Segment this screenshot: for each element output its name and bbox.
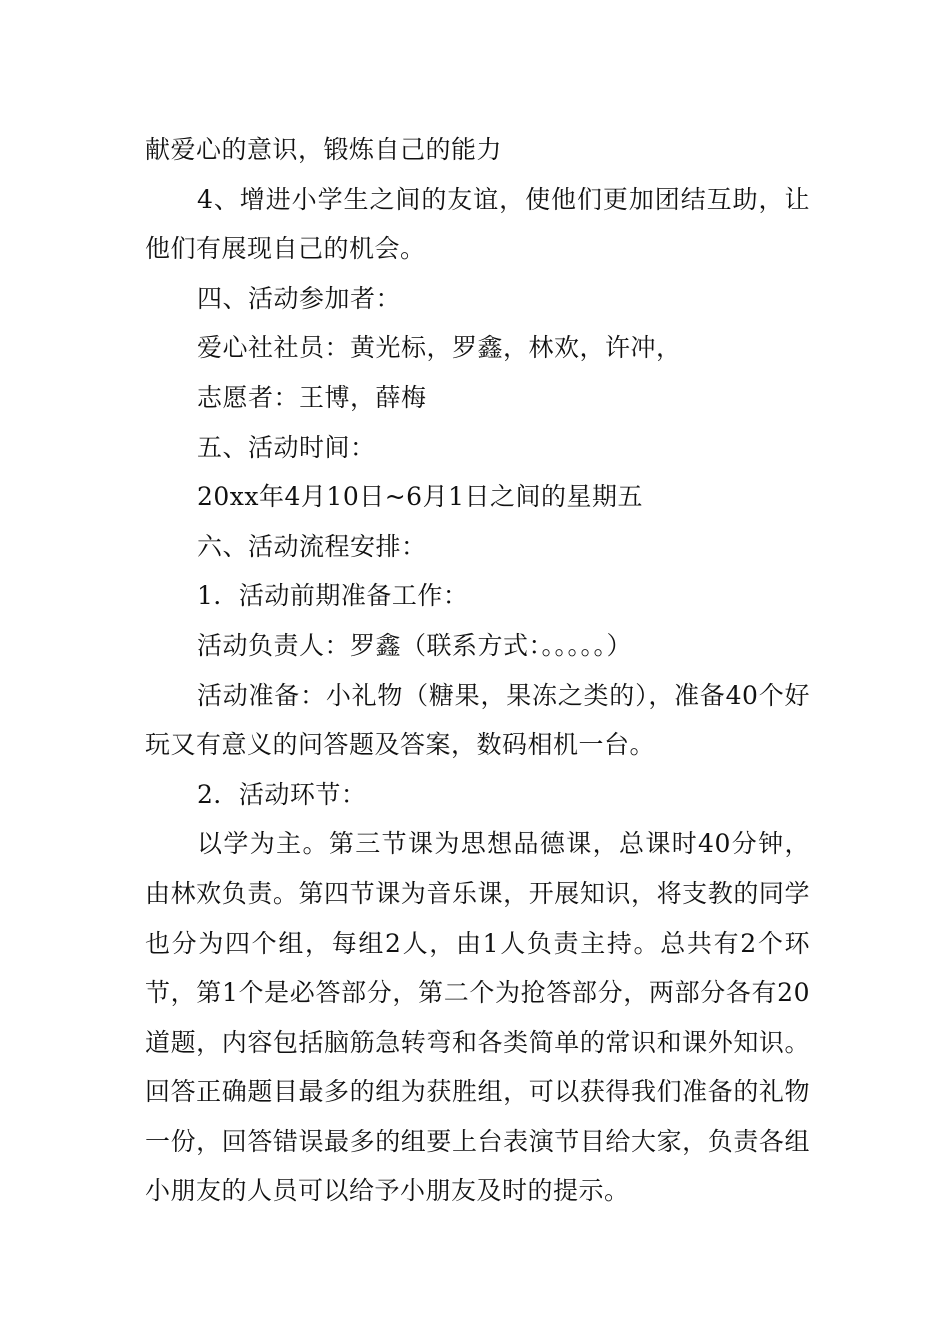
- section-heading-time: 五、活动时间：: [197, 432, 376, 462]
- paragraph-time: 20xx年4月10日~6月1日之间的星期五: [197, 482, 643, 512]
- paragraph-activity-details: 以学为主。第三节课为思想品德课，总课时40分钟，由林欢负责。第四节课为音乐课，开展知识，将支教的同学也分为四个组，每组2人，由1人负责主持。总共有2个环节，第1个是必答部分，第二个为抢答部分，两部分各有20道题，内容包括脑筋急转弯和各类简单的常识和课外知识。回答正确题目最多的组为获胜组，可以获得我们准备的礼物一份，回答错误最多的组要上台表演节目给大家，负责各组小朋友的人员可以给予小朋友及时的提示。: [145, 829, 810, 1206]
- subheading-activity: 2．活动环节：: [197, 779, 367, 809]
- paragraph-members: 爱心社社员：黄光标，罗鑫，林欢，许冲，: [197, 333, 682, 363]
- subheading-preparation: 1．活动前期准备工作：: [197, 581, 469, 611]
- paragraph-continuation: 献爱心的意识，锻炼自己的能力: [145, 135, 503, 164]
- document-body: [145, 125, 810, 1216]
- paragraph-volunteers: 志愿者：王博，薛梅: [197, 382, 427, 412]
- paragraph-goal-4: 4、增进小学生之间的友谊，使他们更加团结互助，让他们有展现自己的机会。: [145, 184, 810, 264]
- paragraph-lead: 活动负责人：罗鑫（联系方式：。。。。。）: [197, 630, 633, 660]
- paragraph-preparation: 活动准备：小礼物（糖果，果冻之类的），准备40个好玩又有意义的问答题及答案，数码相机一台。: [145, 680, 810, 760]
- section-heading-participants: 四、活动参加者：: [197, 283, 402, 313]
- section-heading-schedule: 六、活动流程安排：: [197, 531, 427, 561]
